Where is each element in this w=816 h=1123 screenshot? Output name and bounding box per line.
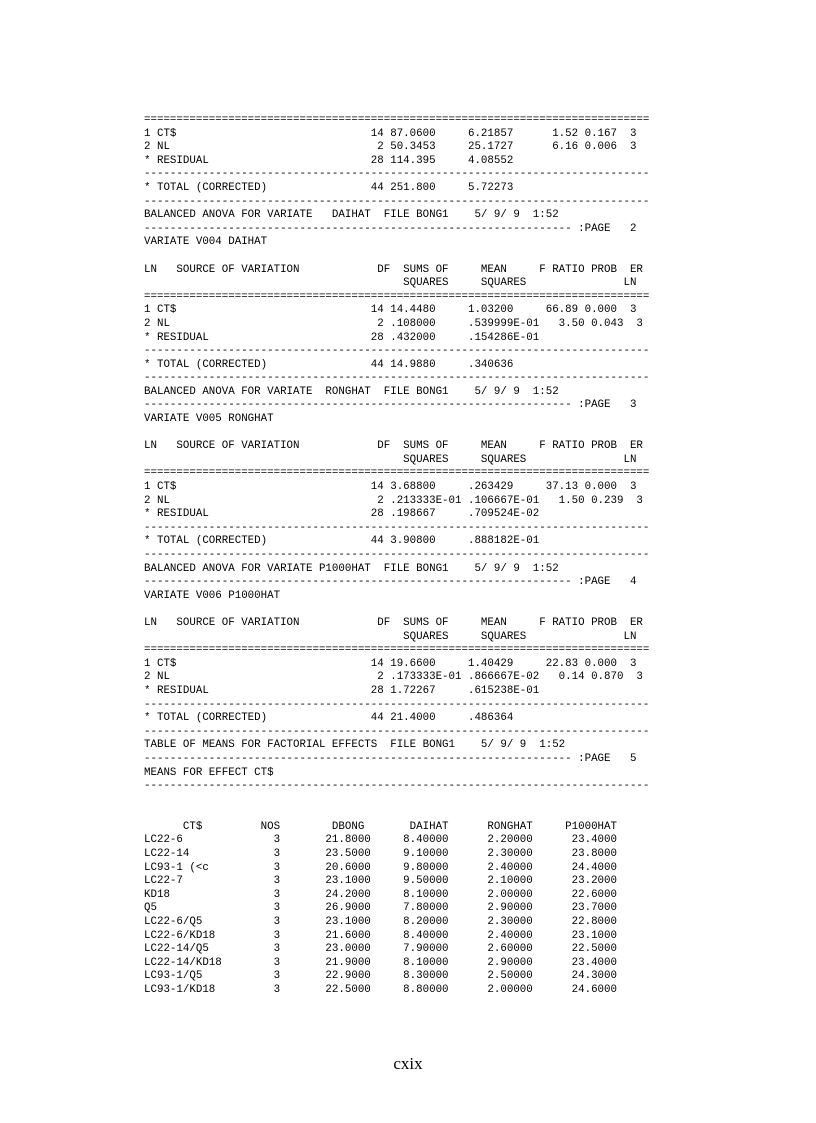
printout-line: VARIATE V006 P1000HAT [144,589,281,602]
printout-line: ------------------------------------------------------------------------------ [144,521,650,534]
printout-line: * RESIDUAL 28 .432000 .154286E-01 [144,331,540,344]
printout-line: 1 CT$ 14 19.6600 1.40429 22.83 0.000 3 [144,657,637,670]
printout-line: LN SOURCE OF VARIATION DF SUMS OF MEAN F RATIO PROB ER [144,440,643,453]
printout-line: ------------------------------------------------------------------------------ [144,372,650,385]
printout-line: ------------------------------------------------------------------ :PAGE 2 [144,222,637,235]
printout-line: 2 NL 2 .213333E-01 .106667E-01 1.50 0.239 3 [144,494,643,507]
page-number: cxix [393,1054,423,1073]
printout-line: ============================================================================== [144,290,650,303]
printout-line: 2 NL 2 50.3453 25.1727 6.16 0.006 3 [144,141,637,154]
printout-line: 1 CT$ 14 3.68800 .263429 37.13 0.000 3 [144,481,637,494]
printout-line: LN SOURCE OF VARIATION DF SUMS OF MEAN F RATIO PROB ER [144,263,643,276]
printout-line: * TOTAL (CORRECTED) 44 251.800 5.72273 [144,181,514,194]
printout-line: LC22-6/Q5 3 23.1000 8.20000 2.30000 22.8000 [144,916,617,929]
printout-line [144,794,724,808]
printout-line: 1 CT$ 14 87.0600 6.21857 1.52 0.167 3 [144,127,637,140]
printout-line: * TOTAL (CORRECTED) 44 3.90800 .888182E-01 [144,535,540,548]
printout-line: * TOTAL (CORRECTED) 44 21.4000 .486364 [144,712,514,725]
printout-line: ============================================================================== [144,114,650,126]
printout-line: ------------------------------------------------------------------------------ [144,168,650,181]
printout-line: * RESIDUAL 28 114.395 4.08552 [144,154,514,167]
printout-line: * RESIDUAL 28 .198667 .709524E-02 [144,508,540,521]
printout-line: LC22-6/KD18 3 21.6000 8.40000 2.40000 23.1000 [144,929,617,942]
printout-line: KD18 3 24.2000 8.10000 2.00000 22.6000 [144,888,617,901]
printout-line: ------------------------------------------------------------------ :PAGE 5 [144,752,637,765]
printout-line: SQUARES SQUARES LN [144,277,637,290]
printout-line: 1 CT$ 14 14.4480 1.03200 66.89 0.000 3 [144,304,637,317]
printout-line: * TOTAL (CORRECTED) 44 14.9880 .340636 [144,358,514,371]
printout-line: 2 NL 2 .108000 .539999E-01 3.50 0.043 3 [144,317,643,330]
anova-printout [144,114,724,998]
printout-line: LC93-1/Q5 3 22.9000 8.30000 2.50000 24.3000 [144,970,617,983]
printout-line: MEANS FOR EFFECT CT$ [144,766,274,779]
printout-line: ------------------------------------------------------------------ :PAGE 4 [144,576,637,589]
printout-line: LC22-7 3 23.1000 9.50000 2.10000 23.2000 [144,875,617,888]
printout-line: TABLE OF MEANS FOR FACTORIAL EFFECTS FILE BONG1 5/ 9/ 9 1:52 [144,739,566,752]
printout-line: ============================================================================== [144,467,650,480]
printout-line: SQUARES SQUARES LN [144,453,637,466]
printout-line: SQUARES SQUARES LN [144,630,637,643]
printout-line: CT$ NOS DBONG DAIHAT RONGHAT P1000HAT [144,820,617,833]
printout-line: ------------------------------------------------------------------------------ [144,725,650,738]
printout-line [144,250,724,264]
printout-line [144,603,724,617]
printout-line: BALANCED ANOVA FOR VARIATE RONGHAT FILE BONG1 5/ 9/ 9 1:52 [144,385,559,398]
printout-line: ------------------------------------------------------------------------------ [144,195,650,208]
printout-line: LC93-1 (<c 3 20.6000 9.80000 2.40000 24.4000 [144,861,617,874]
printout-line: VARIATE V005 RONGHAT [144,413,274,426]
printout-line: LC93-1/KD18 3 22.5000 8.80000 2.00000 24.6000 [144,984,617,996]
printout-line: LC22-14/KD18 3 21.9000 8.10000 2.90000 23.4000 [144,956,617,969]
printout-line: LN SOURCE OF VARIATION DF SUMS OF MEAN F RATIO PROB ER [144,616,643,629]
printout-line: * RESIDUAL 28 1.72267 .615238E-01 [144,684,540,697]
printout-line: VARIATE V004 DAIHAT [144,236,268,249]
printout-line: ------------------------------------------------------------------ :PAGE 3 [144,399,637,412]
printout-line [144,427,724,441]
printout-line: ------------------------------------------------------------------------------ [144,780,650,793]
printout-line: ------------------------------------------------------------------------------ [144,549,650,561]
printout-line: Q5 3 26.9000 7.80000 2.90000 23.7000 [144,902,617,915]
printout-line: ------------------------------------------------------------------------------ [144,698,650,711]
printout-line: LC22-14/Q5 3 23.0000 7.90000 2.60000 22.5000 [144,943,617,956]
printout-line: ============================================================================== [144,644,650,657]
printout-line: BALANCED ANOVA FOR VARIATE DAIHAT FILE BONG1 5/ 9/ 9 1:52 [144,209,559,222]
printout-line: 2 NL 2 .173333E-01 .866667E-02 0.14 0.870 3 [144,671,643,684]
printout-line [144,807,724,821]
printout-line: LC22-14 3 23.5000 9.10000 2.30000 23.8000 [144,848,617,861]
printout-line: BALANCED ANOVA FOR VARIATE P1000HAT FILE BONG1 5/ 9/ 9 1:52 [144,562,559,575]
printout-line: LC22-6 3 21.8000 8.40000 2.20000 23.4000 [144,834,617,847]
printout-line: ------------------------------------------------------------------------------ [144,345,650,358]
